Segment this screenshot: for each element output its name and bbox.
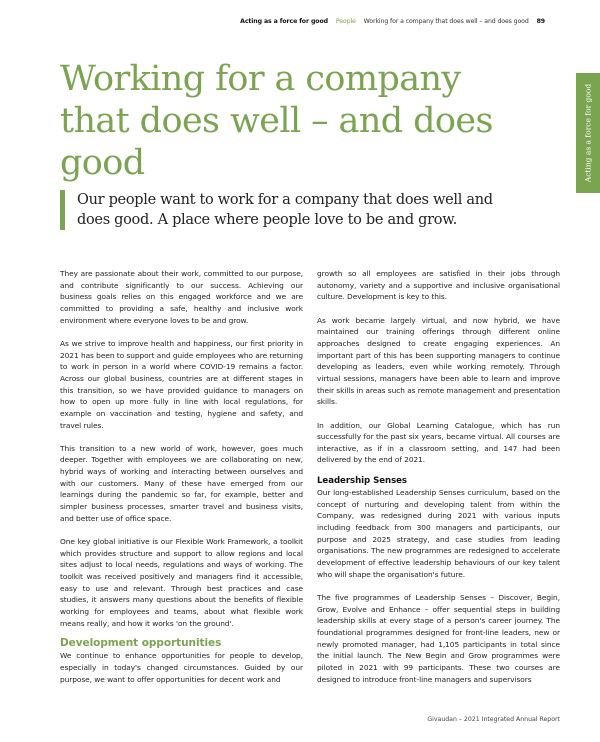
header-section[interactable]: Acting as a force for good <box>240 18 328 25</box>
section-side-tab[interactable] <box>576 73 600 193</box>
paragraph: In addition, our Global Learning Catalogue, which has run successfully for the past six years, became virtual. All courses are interactive, as if in a classroom setting, and 147 had been delivered by the end of 2021. <box>317 420 560 465</box>
header-subsection[interactable]: People <box>335 18 356 25</box>
left-column <box>60 268 303 685</box>
side-tab-label: Acting as a force for good <box>583 83 593 183</box>
paragraph: As we strive to improve health and happiness, our first priority in 2021 has been to support and guide employees who are returning to work in person in a world where COVID-19 remains a factor. Across our global business, countries are at different stages in this transition, so we have provided guidance to managers on how to open up more fully in line with local regulations, for example on vaccination and testing, hygiene and safety, and travel rules. <box>60 338 303 430</box>
paragraph: Our long-established Leadership Senses curriculum, based on the concept of nurturing and developing talent from within the Company, was redesigned during 2021 with various inputs including feedback from 300 managers and participants, our purpose and 2025 strategy, and case studies from leading organisations. The new programmes are redesigned to accelerate development of effective leadership behaviours of our key talent who will shape the organisation's future. <box>317 488 560 579</box>
paragraph: This transition to a new world of work, however, goes much deeper. Together with employees we are collaborating on new, hybrid ways of working and interacting between ourselves and with our customers. Many of these have emerged from our learnings during the pandemic so far, for example, better and simpler business processes, smarter travel and business visits, and better use of office space. <box>60 443 303 523</box>
header-title: Working for a company that does well – and does good <box>363 18 529 25</box>
running-header <box>240 18 545 25</box>
right-column <box>317 268 560 685</box>
pull-quote: Our people want to work for a company that does well and does good. A place where people love to be and grow. <box>60 190 497 230</box>
paragraph: As work became largely virtual, and now hybrid, we have maintained our training offerings through different online approaches designed to create engaging experiences. An important part of this has been supporting managers to continue developing as leaders, even while working remotely. Through virtual sessions, managers have been able to learn and improve their skills in areas such as remote management and presentation skills. <box>317 315 560 407</box>
page-title: Working for a company that does well – and does good <box>60 59 493 183</box>
paragraph: growth so all employees are satisfied in their jobs through autonomy, variety and a supportive and inclusive organisational culture. Development is key to this. <box>317 269 560 302</box>
paragraph: We continue to enhance opportunities for people to develop, especially in today's changed circumstances. Guided by our purpose, we want to offer opportunities for decent work and <box>60 651 303 684</box>
page-number: 89 <box>536 18 545 25</box>
section-heading-leadership: Leadership Senses <box>317 476 407 487</box>
paragraph: One key global initiative is our Flexible Work Framework, a toolkit which provides structure and support to allow regions and local sites adjust to local needs, regulations and ways of working. The toolkit was received positively and managers find it accessible, easy to use and relevant. Through best practices and case studies, it answers many questions about the benefits of flexible working for employees and teams, about what flexible work means really, and how it works 'on the ground'. <box>60 537 303 628</box>
paragraph: The five programmes of Leadership Senses – Discover, Begin, Grow, Evolve and Enhance – offer sequential steps in building leadership skills at every stage of a person's career journey. The foundational programmes designed for front-line leaders, new or newly promoted manager, had 1,105 participants in total since the initial launch. The New Begin and Grow programmes were piloted in 2021 with 99 participants. These two courses are designed to introduce front-line managers and supervisors <box>317 593 560 684</box>
section-heading-development: Development opportunities <box>60 637 222 650</box>
footer: Givaudan – 2021 Integrated Annual Report <box>427 716 560 723</box>
paragraph: They are passionate about their work, committed to our purpose, and contribute significantly to our success. Achieving our business goals relies on this engaged workforce and we are committed to providing a safe, healthy and inclusive work environment where everyone loves to be and grow. <box>60 269 303 325</box>
